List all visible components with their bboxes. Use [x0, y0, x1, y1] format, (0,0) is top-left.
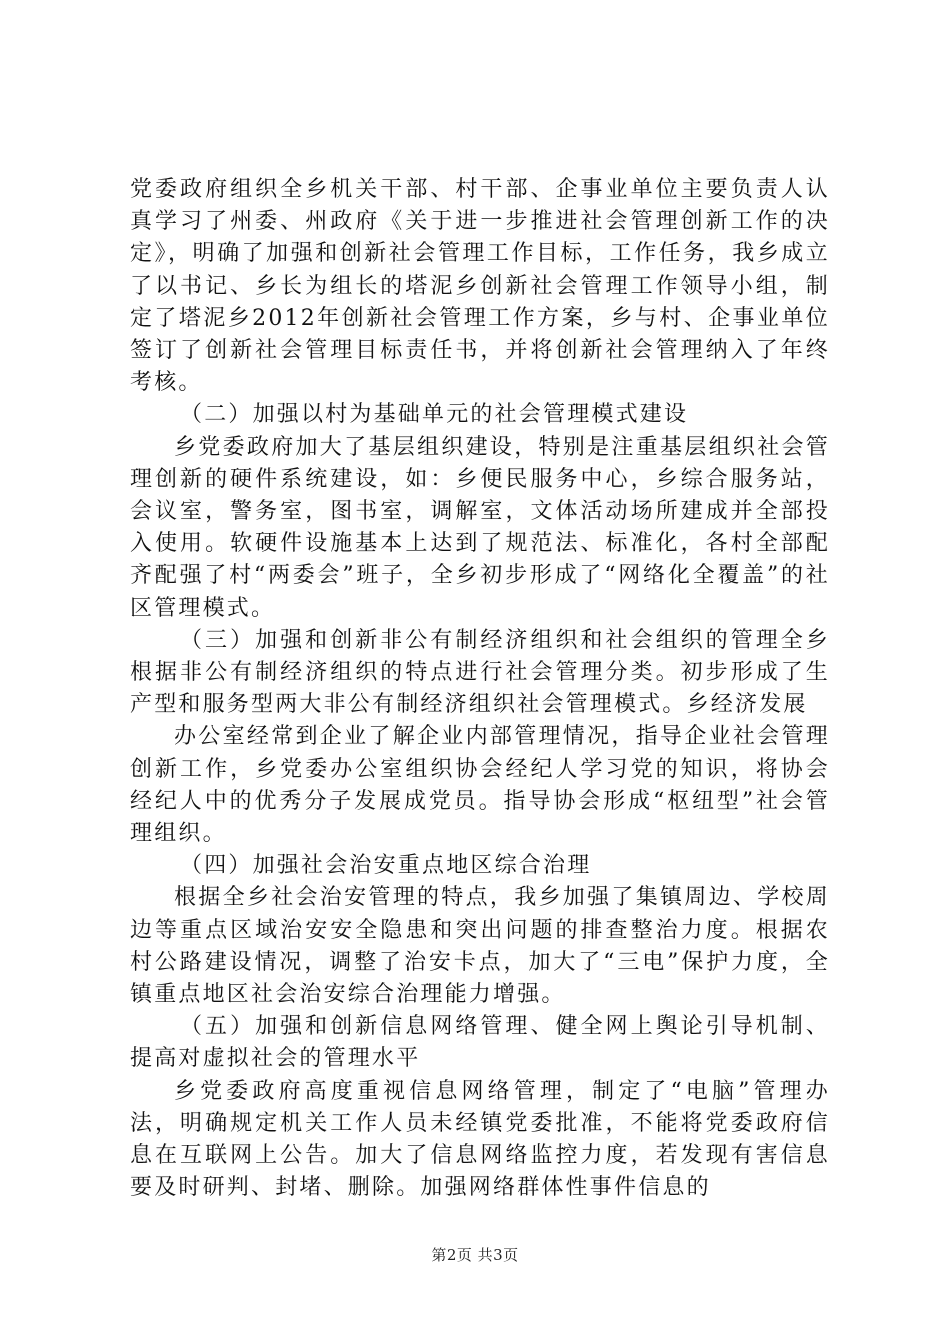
paragraph-section-2: 乡党委政府加大了基层组织建设，特别是注重基层组织社会管理创新的硬件系统建设，如：乡便民服务中心，乡综合服务站，会议室，警务室，图书室，调解室，文体活动场所建成并全部投入使用。软硬件设施基本上达到了规范法、标准化，各村全部配齐配强了村“两委会”班子，全乡初步形成了“网络化全覆盖”的社区管理模式。 — [130, 434, 830, 621]
page-number-label: 第2页 共3页 — [431, 1246, 519, 1264]
section-heading-3: （三）加强和创新非公有制经济组织和社会组织的管理全乡根据非公有制经济组织的特点进行社会管理分类。初步形成了生产型和服务型两大非公有制经济组织社会管理模式。乡经济发展 — [130, 627, 830, 718]
paragraph-intro-continued: 党委政府组织全乡机关干部、村干部、企事业单位主要负责人认真学习了州委、州政府《关于进一步推进社会管理创新工作的决定》，明确了加强和创新社会管理工作目标，工作任务，我乡成立了以书记、乡长为组长的塔泥乡创新社会管理工作领导小组，制定了塔泥乡2012年创新社会管理工作方案，乡与村、企事业单位签订了创新社会管理目标责任书，并将创新社会管理纳入了年终考核。 — [130, 177, 830, 396]
section-heading-5: （五）加强和创新信息网络管理、健全网上舆论引导机制、提高对虚拟社会的管理水平 — [130, 1014, 830, 1072]
document-body — [130, 174, 830, 1205]
paragraph-section-5: 乡党委政府高度重视信息网络管理，制定了“电脑”管理办法，明确规定机关工作人员未经镇党委批准，不能将党委政府信息在互联网上公告。加大了信息网络监控力度，若发现有害信息要及时研判、封堵、删除。加强网络群体性事件信息的 — [130, 1078, 830, 1201]
page-footer — [0, 1244, 950, 1265]
paragraph-section-4: 根据全乡社会治安管理的特点，我乡加强了集镇周边、学校周边等重点区域治安安全隐患和突出问题的排查整治力度。根据农村公路建设情况，调整了治安卡点，加大了“三电”保护力度，全镇重点地区社会治安综合治理能力增强。 — [130, 885, 830, 1008]
section-heading-4: （四）加强社会治安重点地区综合治理 — [180, 853, 592, 879]
paragraph-section-3: 办公室经常到企业了解企业内部管理情况，指导企业社会管理创新工作，乡党委办公室组织协会经纪人学习党的知识，将协会经纪人中的优秀分子发展成党员。指导协会形成“枢纽型”社会管理组织。 — [130, 724, 830, 847]
section-heading-2: （二）加强以村为基础单元的社会管理模式建设 — [180, 402, 689, 428]
